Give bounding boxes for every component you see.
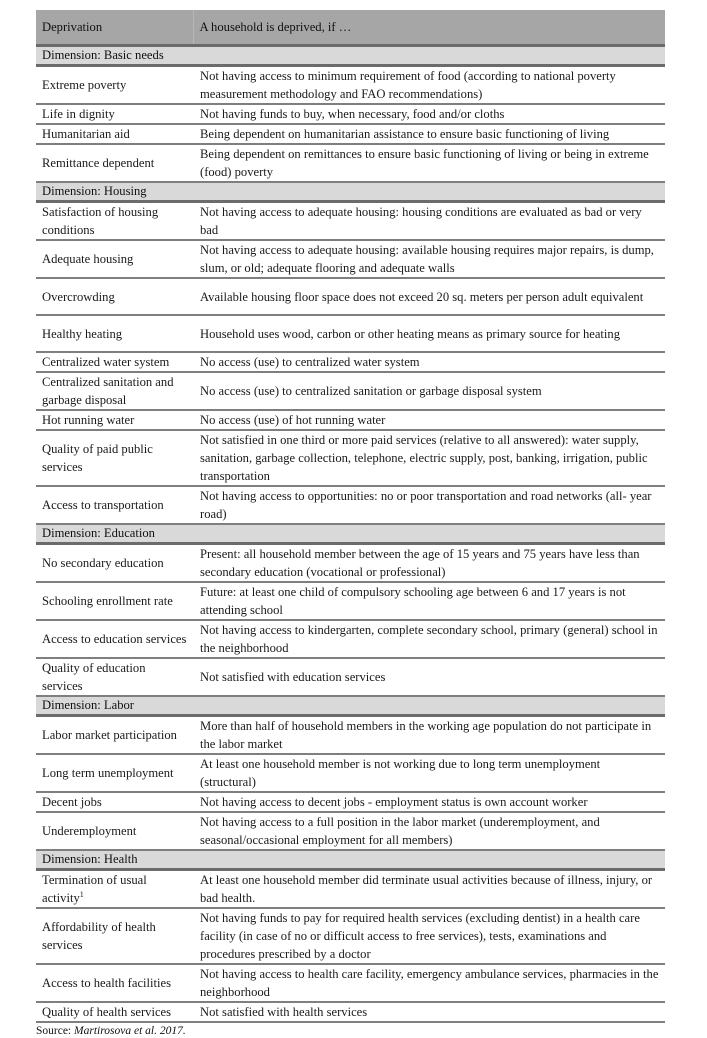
table-row — [36, 754, 665, 792]
table-row — [36, 964, 665, 1002]
deprivation-criterion: Not having funds to pay for required health services (excluding dentist) in a health care facility (in case of no or difficult access to free services), tests, examinations and procedures prescribed by a doctor — [193, 908, 665, 964]
deprivation-name: Hot running water — [36, 410, 193, 430]
table-row — [36, 658, 665, 696]
deprivation-criterion: Not satisfied in one third or more paid services (relative to all answered): water supply, sanitation, garbage collection, telephone, electric supply, post, banking, irrigation, public transportation — [193, 430, 665, 486]
deprivation-criterion: Not having funds to buy, when necessary, food and/or cloths — [193, 104, 665, 124]
table-row — [36, 410, 665, 430]
table-row — [36, 486, 665, 524]
table-row — [36, 104, 665, 124]
deprivation-criterion: Not having access to health care facility, emergency ambulance services, pharmacies in the neighborhood — [193, 964, 665, 1002]
deprivation-name: Quality of education services — [36, 658, 193, 696]
deprivation-criterion: Not having access to opportunities: no or poor transportation and road networks (all- year road) — [193, 486, 665, 524]
dimension-label: Dimension: Education — [36, 524, 665, 544]
deprivation-criterion: No access (use) to centralized sanitation or garbage disposal system — [193, 372, 665, 410]
table-row — [36, 352, 665, 372]
deprivation-criterion: At least one household member is not working due to long term unemployment (structural) — [193, 754, 665, 792]
deprivation-criterion: Not having access to kindergarten, complete secondary school, primary (general) school in the neighborhood — [193, 620, 665, 658]
dimension-label: Dimension: Basic needs — [36, 46, 665, 66]
table-header-row — [36, 10, 665, 46]
deprivation-name: Underemployment — [36, 812, 193, 850]
deprivation-criterion: Available housing floor space does not exceed 20 sq. meters per person adult equivalent — [193, 278, 665, 315]
dimension-row-housing — [36, 182, 665, 202]
source-citation: Martirosova et al. 2017. — [74, 1025, 186, 1037]
deprivation-name: Access to health facilities — [36, 964, 193, 1002]
deprivation-name: No secondary education — [36, 544, 193, 583]
dimension-label: Dimension: Health — [36, 850, 665, 870]
deprivation-name: Extreme poverty — [36, 66, 193, 105]
deprivation-criterion: Future: at least one child of compulsory schooling age between 6 and 17 years is not attending school — [193, 582, 665, 620]
table-row — [36, 1002, 665, 1022]
deprivation-criterion: No access (use) to centralized water system — [193, 352, 665, 372]
deprivation-name: Humanitarian aid — [36, 124, 193, 144]
dimension-label: Dimension: Labor — [36, 696, 665, 716]
deprivation-criterion: Not having access to adequate housing: available housing requires major repairs, is dump, slum, or old; adequate flooring and adequate walls — [193, 240, 665, 278]
column-header-deprivation: Deprivation — [36, 10, 193, 46]
deprivation-criterion: Present: all household member between the age of 15 years and 75 years have less than secondary education (vocational or professional) — [193, 544, 665, 583]
deprivation-name: Access to education services — [36, 620, 193, 658]
table-row — [36, 582, 665, 620]
table-row — [36, 716, 665, 755]
deprivation-name: Remittance dependent — [36, 144, 193, 182]
dimension-row-health — [36, 850, 665, 870]
table-row — [36, 202, 665, 241]
table-row — [36, 620, 665, 658]
deprivation-name: Quality of health services — [36, 1002, 193, 1022]
source-label: Source: — [36, 1025, 75, 1037]
table-row — [36, 544, 665, 583]
deprivation-name-text: Termination of usual activity — [42, 873, 147, 905]
source-note — [36, 1024, 665, 1038]
table-row — [36, 430, 665, 486]
deprivation-criterion: Not having access to minimum requirement of food (according to national poverty measurement methodology and FAO recommendations) — [193, 66, 665, 105]
deprivation-criterion: Not having access to decent jobs - employment status is own account worker — [193, 792, 665, 812]
table-row — [36, 792, 665, 812]
table-row — [36, 870, 665, 909]
deprivation-name: Decent jobs — [36, 792, 193, 812]
deprivation-criterion: Being dependent on humanitarian assistance to ensure basic functioning of living — [193, 124, 665, 144]
dimension-label: Dimension: Housing — [36, 182, 665, 202]
deprivation-table — [36, 10, 665, 1023]
table-row — [36, 908, 665, 964]
deprivation-name: Long term unemployment — [36, 754, 193, 792]
deprivation-name: Healthy heating — [36, 315, 193, 352]
deprivation-criterion: No access (use) of hot running water — [193, 410, 665, 430]
deprivation-criterion: Not satisfied with education services — [193, 658, 665, 696]
deprivation-criterion: Not satisfied with health services — [193, 1002, 665, 1022]
deprivation-name: Access to transportation — [36, 486, 193, 524]
dimension-row-education — [36, 524, 665, 544]
deprivation-name: Overcrowding — [36, 278, 193, 315]
deprivation-name: Adequate housing — [36, 240, 193, 278]
table-row — [36, 240, 665, 278]
table-row — [36, 812, 665, 850]
deprivation-name — [36, 870, 193, 909]
deprivation-name: Affordability of health services — [36, 908, 193, 964]
deprivation-name: Centralized water system — [36, 352, 193, 372]
deprivation-criterion: At least one household member did terminate usual activities because of illness, injury, or bad health. — [193, 870, 665, 909]
deprivation-name: Schooling enrollment rate — [36, 582, 193, 620]
table-row — [36, 278, 665, 315]
document-page — [36, 10, 665, 1038]
dimension-row-labor — [36, 696, 665, 716]
deprivation-name: Life in dignity — [36, 104, 193, 124]
table-row — [36, 144, 665, 182]
footnote-marker: 1 — [79, 889, 84, 899]
column-header-criterion: A household is deprived, if … — [193, 10, 665, 46]
dimension-row-basic-needs — [36, 46, 665, 66]
deprivation-name: Satisfaction of housing conditions — [36, 202, 193, 241]
deprivation-criterion: Being dependent on remittances to ensure basic functioning of living or being in extreme (food) poverty — [193, 144, 665, 182]
deprivation-criterion: More than half of household members in the working age population do not participate in the labor market — [193, 716, 665, 755]
table-row — [36, 315, 665, 352]
table-row — [36, 66, 665, 105]
deprivation-name: Centralized sanitation and garbage disposal — [36, 372, 193, 410]
table-row — [36, 124, 665, 144]
deprivation-criterion: Not having access to a full position in the labor market (underemployment, and seasonal/occasional employment for all members) — [193, 812, 665, 850]
table-row — [36, 372, 665, 410]
deprivation-criterion: Household uses wood, carbon or other heating means as primary source for heating — [193, 315, 665, 352]
deprivation-name: Quality of paid public services — [36, 430, 193, 486]
deprivation-criterion: Not having access to adequate housing: housing conditions are evaluated as bad or very bad — [193, 202, 665, 241]
deprivation-name: Labor market participation — [36, 716, 193, 755]
